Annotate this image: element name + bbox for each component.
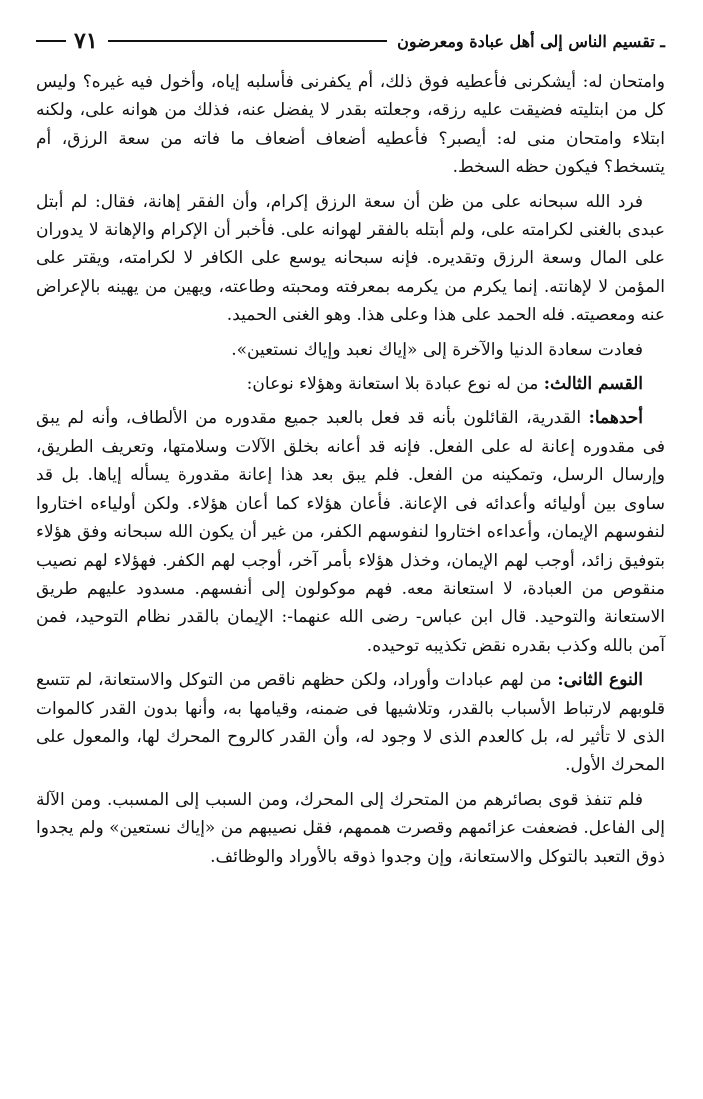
running-title: ـ تقسيم الناس إلى أهل عبادة ومعرضون	[397, 31, 665, 51]
paragraph-lead: النوع الثانى:	[557, 670, 644, 691]
body-text	[36, 68, 665, 871]
paragraph	[36, 188, 665, 330]
paragraph-text: من له نوع عبادة بلا استعانة وهؤلاء نوعان:	[246, 374, 544, 395]
paragraph	[36, 404, 665, 660]
paragraph	[36, 786, 665, 871]
paragraph-lead: أحدهما:	[588, 408, 643, 429]
paragraph	[36, 336, 665, 364]
running-head	[36, 24, 665, 58]
paragraph-text: من لهم عبادات وأوراد، ولكن حظهم ناقص من التوكل والاستعانة، لم تتسع قلوبهم لارتباط الأسباب بالقدر، وتلاشيها فى ضمنه، وقيامها به، وأنها بدون القدر كالموات الذى لا تأثير له، بل كالعدم الذى لا وجود له، وأن القدر كالروح المحرك لها، والمعول على المحرك الأول.	[36, 670, 665, 776]
section-heading-paragraph	[36, 370, 665, 398]
paragraph-text: فرد الله سبحانه على من ظن أن سعة الرزق إكرام، وأن الفقر إهانة، فقال: لم أبتل عبدى بالغنى لكرامته على، ولم أبتله بالفقر لهوانه على. فأخبر أن الإكرام والإهانة لا يدوران على المال وسعة الرزق وتقديره. فإنه سبحانه يوسع على الكافر لا لكرامته، ويقتر على المؤمن لا لإهانته. إنما يكرم من يكرمه بمعرفته ومحبته وطاعته، ويهين من يهينه بالإعراض عنه ومعصيته. فله الحمد على هذا وعلى هذا. وهو الغنى الحميد.	[36, 191, 665, 326]
paragraph-text: فعادت سعادة الدنيا والآخرة إلى «إياك نعبد وإياك نستعين».	[231, 339, 643, 360]
page-number: ٧١	[74, 28, 98, 54]
header-rule	[108, 40, 388, 42]
paragraph	[36, 68, 665, 182]
paragraph-text: وامتحان له: أيشكرنى فأعطيه فوق ذلك، أم يكفرنى فأسلبه إياه، وأخول فيه غيره؟ وليس كل من ابتليته فضيقت عليه رزقه، وجعلته بقدر لا يفضل عنه، فذلك من هوانه على، ولكنه ابتلاء وامتحان منى له: أيصبر؟ فأعطيه أضعاف أضعاف ما فاته من سعة الرزق، أم يتسخط؟ فيكون حظه السخط.	[36, 72, 665, 178]
header-dash	[36, 40, 66, 42]
section-lead: القسم الثالث:	[543, 374, 643, 395]
paragraph-text: فلم تنفذ قوى بصائرهم من المتحرك إلى المحرك، ومن السبب إلى المسبب. ومن الآلة إلى الفاعل. فضعفت عزائمهم وقصرت هممهم، فقل نصيبهم من «إياك نستعين» ولم يجدوا ذوق التعبد بالتوكل والاستعانة، وإن وجدوا ذوقه بالأوراد والوظائف.	[36, 789, 665, 867]
paragraph	[36, 666, 665, 780]
paragraph-text: القدرية، القائلون بأنه قد فعل بالعبد جميع مقدوره من الألطاف، وأنه لم يبق فى مقدوره إعانة له على الفعل. فإنه قد أعانه بخلق الآلات وسلامتها، وتعريف الطريق، وإرسال الرسل، وتمكينه من الفعل. فلم يبق بعد هذا إعانة مقدورة يسأله إياها. بل قد ساوى بين أوليائه وأعدائه فى الإعانة. فأعان هؤلاء كما أعان هؤلاء. ولكن أولياءه اختاروا لنفوسهم الإيمان، وأعداءه اختاروا لنفوسهم الكفر، من غير أن يكون الله سبحانه وفق هؤلاء بتوفيق زائد، أوجب لهم الإيمان، وخذل هؤلاء بأمر آخر، أوجب لهم الكفر. فهؤلاء لهم نصيب منقوص من العبادة، لا استعانة معه. فهم موكولون إلى أنفسهم. مسدود عليهم طريق الاستعانة والتوحيد. قال ابن عباس- رضى الله عنهما-: الإيمان بالقدر نظام التوحيد، فمن آمن بالله وكذب بقدره نقض تكذيبه توحيده.	[36, 408, 665, 656]
